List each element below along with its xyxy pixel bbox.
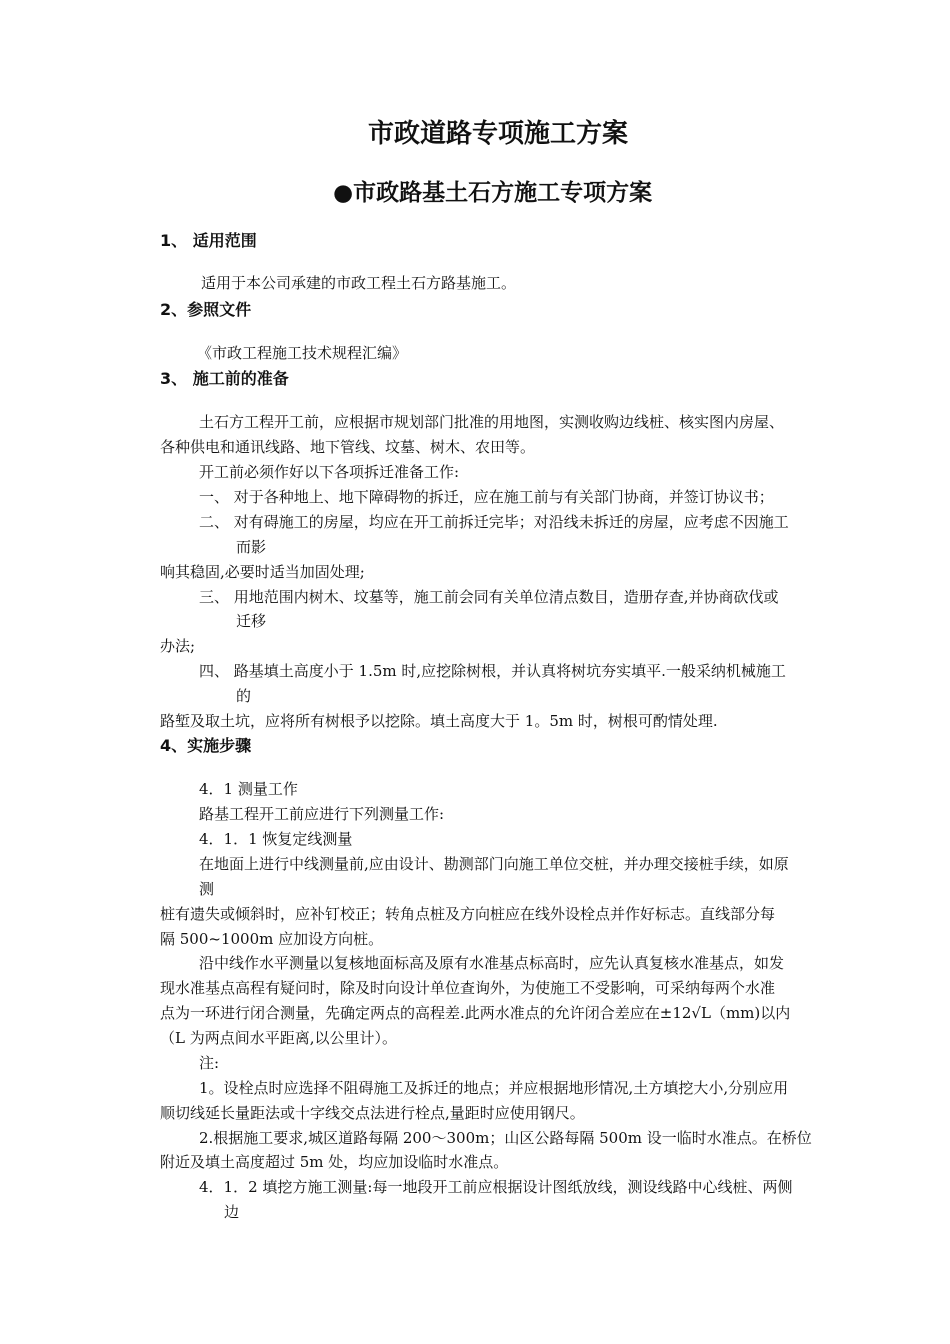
paragraph-line: 桩有遗失或倾斜时，应补钉校正；转角点桩及方向桩应在线外设栓点并作好标志。直线部分每: [160, 905, 776, 923]
paragraph-line: 4．1．2 填挖方施工测量:每一地段开工前应根据设计图纸放线，测设线路中心线桩、两侧: [199, 1178, 793, 1196]
subsection-heading: 4．1 测量工作: [199, 780, 298, 798]
note-label: 注:: [199, 1054, 220, 1072]
section-heading-2: 2、参照文件: [160, 300, 252, 319]
paragraph-line: 办法;: [160, 637, 196, 655]
list-item-line: 迁移: [236, 612, 267, 630]
list-item-line: 的: [236, 687, 252, 705]
note-line: 顺切线延长量距法或十字线交点法进行栓点,量距时应使用钢尺。: [160, 1104, 585, 1122]
note-line: 1。设栓点时应选择不阻碍施工及拆迁的地点；并应根据地形情况,土方填挖大小,分别应用: [199, 1079, 789, 1097]
document-title: 市政道路专项施工方案: [368, 119, 629, 149]
paragraph-line: 点为一环进行闭合测量，先确定两点的高程差.此两水准点的允许闭合差应在±12√L（mm)以内: [160, 1004, 791, 1022]
note-line: 2.根据施工要求,城区道路每隔 200～300m；山区公路每隔 500m 设一临时水准点。在桥位: [199, 1129, 812, 1147]
paragraph-line: 边: [224, 1203, 240, 1221]
paragraph-line: 路堑及取土坑，应将所有树根予以挖除。填土高度大于 1。5m 时，树根可酌情处理.: [160, 712, 718, 730]
paragraph-line: 路基工程开工前应进行下列测量工作:: [199, 805, 445, 823]
paragraph-line: 沿中线作水平测量以复核地面标高及原有水准基点标高时，应先认真复核水准基点，如发: [199, 954, 785, 972]
paragraph-line: 开工前必须作好以下各项拆迁准备工作:: [199, 463, 460, 481]
paragraph-line: （L 为两点间水平距离,以公里计）。: [160, 1029, 397, 1047]
section-heading-1: 1、 适用范围: [160, 231, 257, 250]
paragraph-line: 现水准基点高程有疑问时，除及时向设计单位查询外，为使施工不受影响，可采纳每两个水准: [160, 979, 776, 997]
section-heading-3: 3、 施工前的准备: [160, 369, 289, 388]
list-item-line: 三、 用地范围内树木、坟墓等，施工前会同有关单位清点数目，造册存查,并协商砍伐或: [199, 588, 779, 606]
paragraph-line: 测: [199, 880, 215, 898]
section-heading-4: 4、实施步骤: [160, 736, 252, 755]
list-item-line: 二、 对有碍施工的房屋，均应在开工前拆迁完毕；对沿线未拆迁的房屋，应考虑不因施工: [199, 513, 789, 531]
subsection-heading: 4．1．1 恢复定线测量: [199, 830, 353, 848]
paragraph-line: 《市政工程施工技术规程汇编》: [197, 344, 408, 362]
paragraph-line: 响其稳固,必要时适当加固处理;: [160, 563, 365, 581]
document-subtitle: ●市政路基土石方施工专项方案: [333, 179, 653, 206]
list-item-line: 一、 对于各种地上、地下障碍物的拆迁，应在施工前与有关部门协商，并签订协议书；: [199, 488, 774, 506]
list-item-line: 四、 路基填土高度小于 1.5m 时,应挖除树根，并认真将树坑夯实填平.一般采纳机械施工: [199, 662, 786, 680]
paragraph-line: 土石方工程开工前，应根据市规划部门批准的用地图，实测收购边线桩、核实图内房屋、: [199, 413, 785, 431]
paragraph-line: 适用于本公司承建的市政工程土石方路基施工。: [201, 274, 517, 292]
note-line: 附近及填土高度超过 5m 处，均应加设临时水准点。: [160, 1153, 509, 1171]
paragraph-line: 各种供电和通讯线路、地下管线、坟墓、树木、农田等。: [160, 438, 536, 456]
paragraph-line: 隔 500~1000m 应加设方向桩。: [160, 930, 384, 948]
list-item-line: 而影: [236, 538, 267, 556]
paragraph-line: 在地面上进行中线测量前,应由设计、勘测部门向施工单位交桩，并办理交接桩手续，如原: [199, 855, 789, 873]
